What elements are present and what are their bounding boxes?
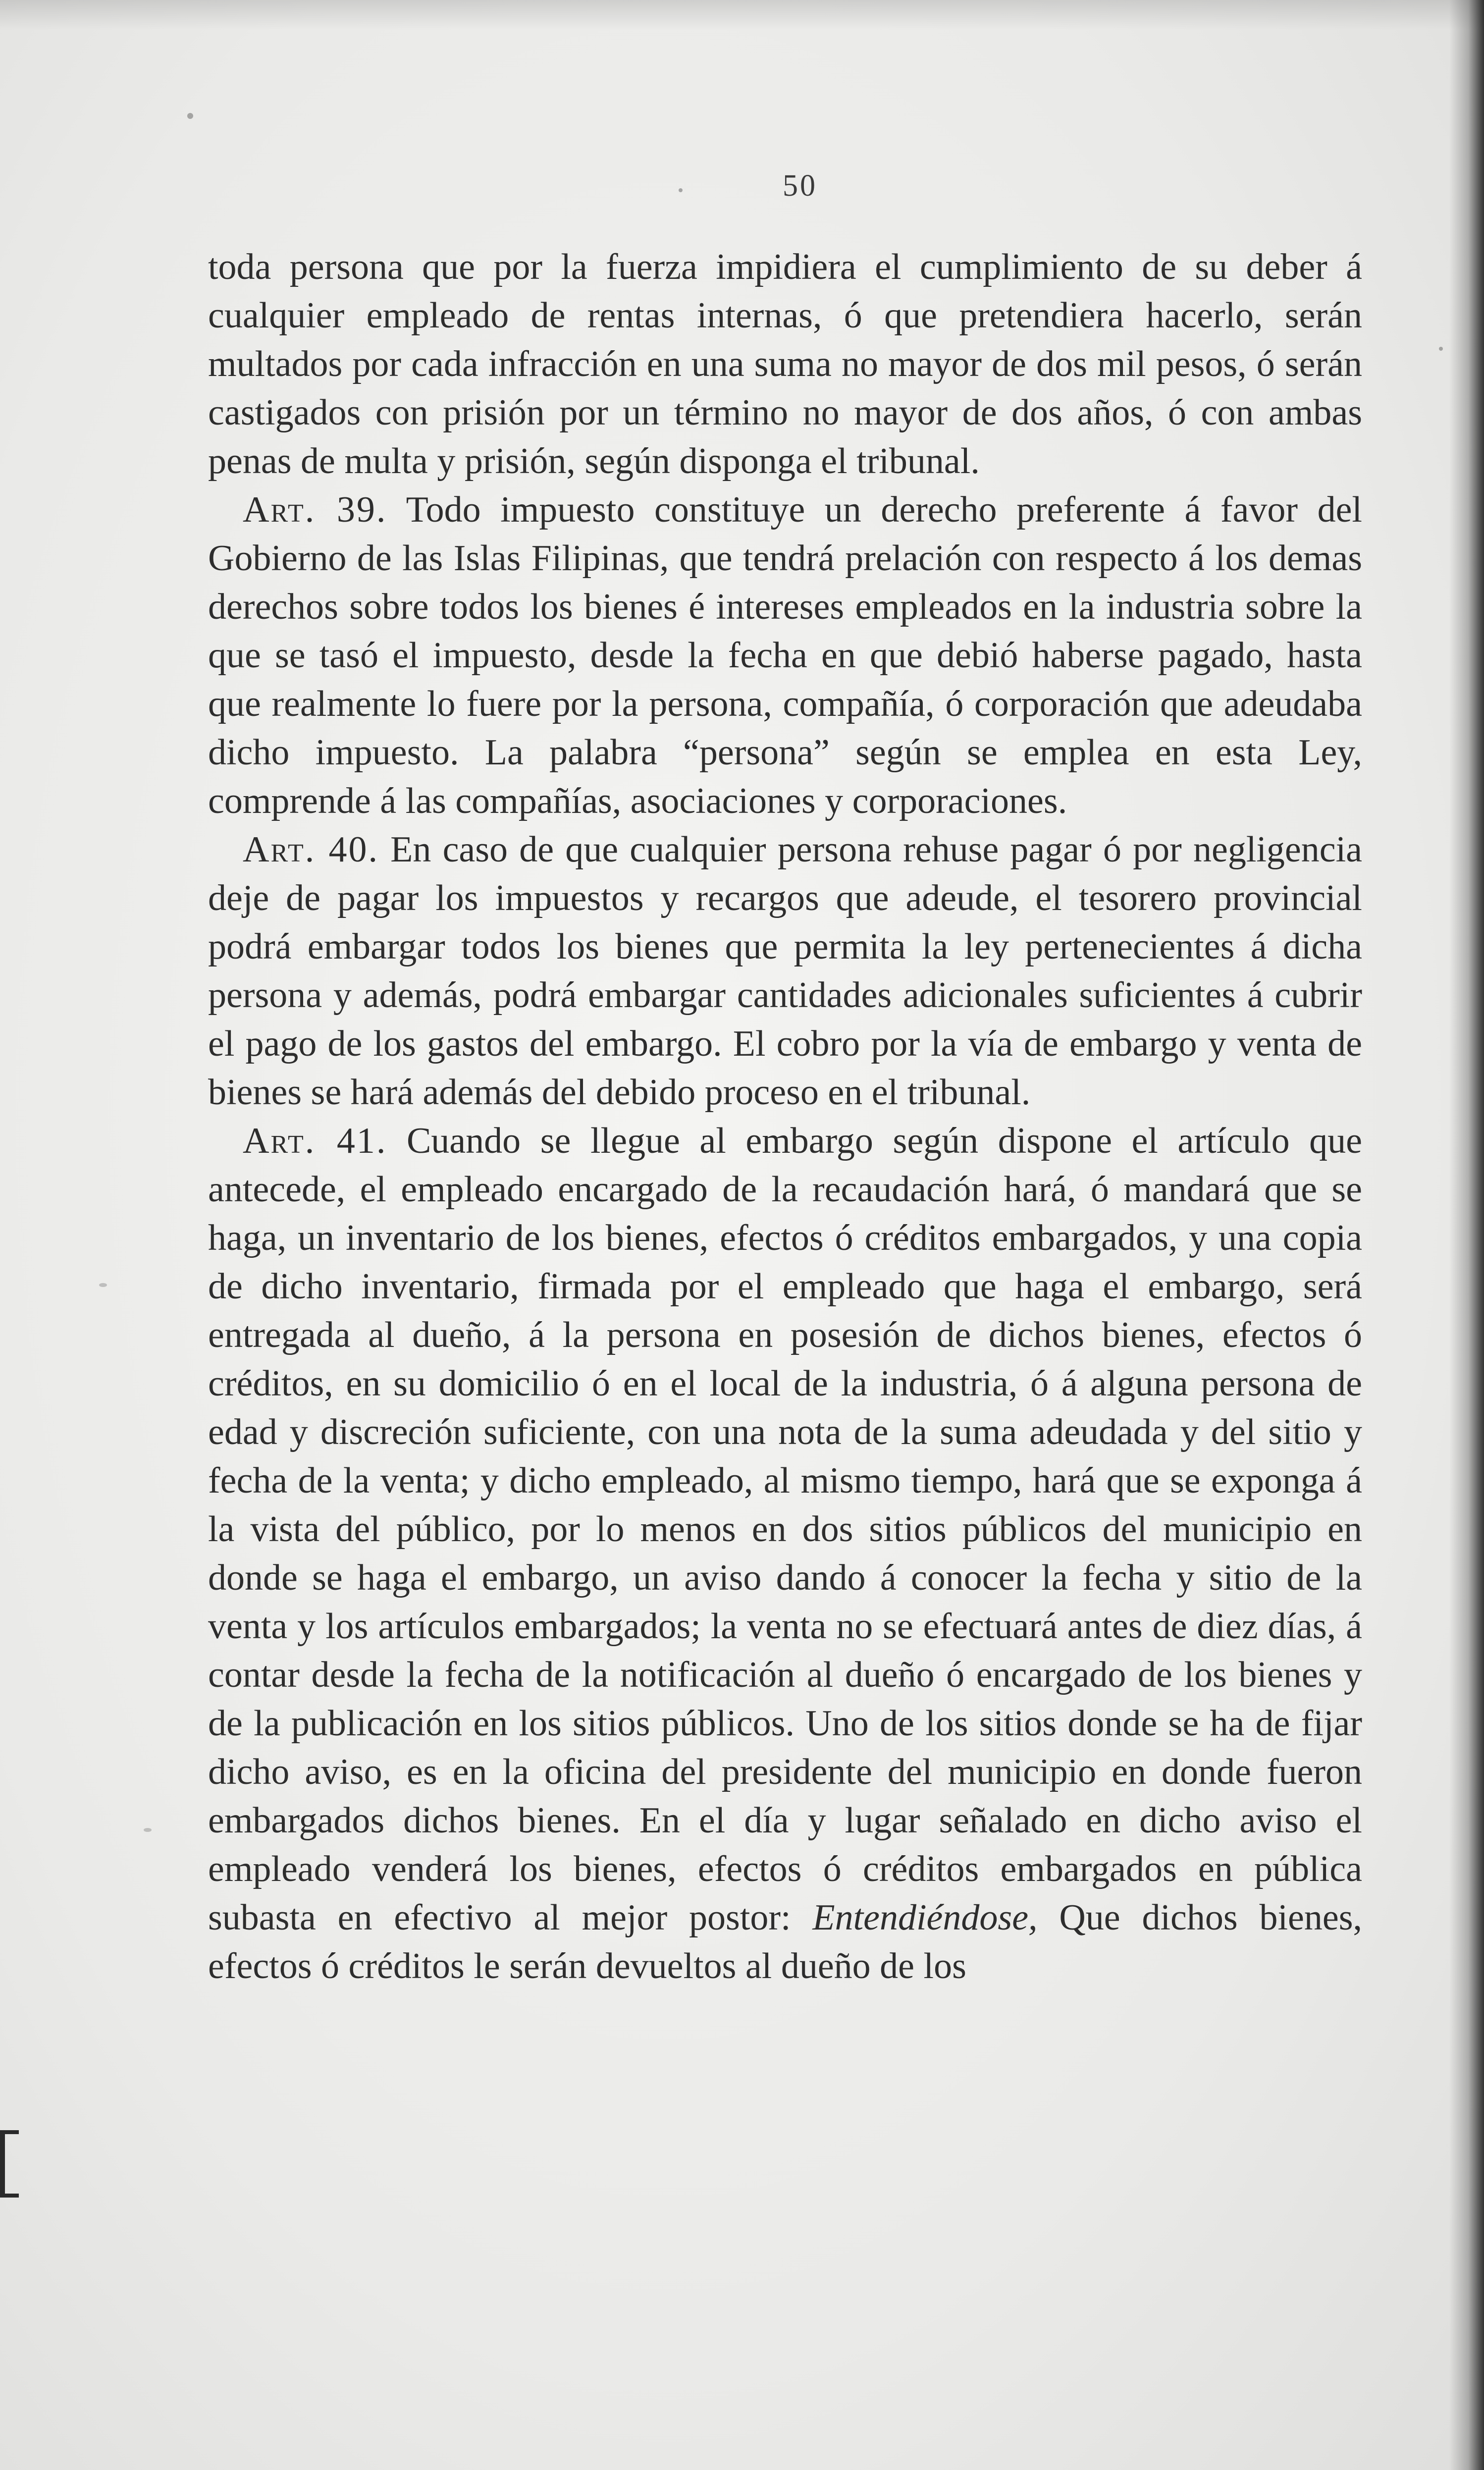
page-number: 50: [783, 169, 817, 203]
article-41: [208, 1117, 1362, 1990]
body-text: [208, 243, 1362, 1990]
article-41-body: Cuando se llegue al embargo según dispone el artículo que antecede, el empleado encargado de la recaudación hará, ó mandará que se haga, un inventario de los bienes, efectos ó créditos embargados, y una copia de dicho inventario, firmada por el empleado que haga el embargo, será entregada al dueño, á la persona en posesión de dichos bienes, efectos ó créditos, en su domicilio ó en el local de la industria, ó á alguna persona de edad y discreción suficiente, con una nota de la suma adeudada y del sitio y fecha de la venta; y dicho empleado, al mismo tiempo, hará que se exponga á la vista del público, por lo menos en dos sitios públicos del municipio en donde se haga el embargo, un aviso dando á conocer la fecha y sitio de la venta y los artículos embargados; la venta no se efectuará antes de diez días, á contar desde la fecha de la notificación al dueño ó encargado de los bienes y de la publicación en los sitios públicos. Uno de los sitios donde se ha de fijar dicho aviso, es en la oficina del presidente del municipio en donde fueron embargados dichos bienes. En el día y lugar señalado en dicho aviso el empleado venderá los bienes, efectos ó créditos embargados en pública subasta en efectivo al mejor postor:: [208, 1121, 1363, 1938]
margin-bracket-mark: [0, 2130, 19, 2198]
article-40-label: Art. 40.: [243, 829, 379, 870]
paragraph-continuation: toda persona que por la fuerza impidiera el cumplimiento de su deber á cualquier empleado de rentas internas, ó que pretendiera hacerlo, serán multados por cada infracción en una suma no mayor de dos mil pesos, ó serán castigados con prisión por un término no mayor de dos años, ó con ambas penas de multa y prisión, según disponga el tribunal.: [208, 247, 1362, 482]
article-41-italic: Entendiéndose,: [812, 1897, 1038, 1938]
article-41-tail: Que dichos bienes, efectos ó créditos le serán devueltos al dueño de los: [208, 1897, 1363, 1987]
article-39-label: Art. 39.: [243, 489, 387, 530]
article-39: [208, 485, 1362, 825]
ink-speck: [1439, 347, 1443, 351]
article-40-body: En caso de que cualquier persona rehuse pagar ó por negligencia deje de pagar los impuestos y recargos que adeude, el tesorero provincial podrá embargar todos los bienes que permita la ley pertenecientes á dicha persona y además, podrá embargar cantidades adicionales suficientes á cubrir el pago de los gastos del embargo. El cobro por la vía de embargo y venta de bienes se hará además del debido proceso en el tribunal.: [208, 829, 1363, 1113]
article-39-body: Todo impuesto constituye un derecho preferente á favor del Gobierno de las Islas Filipinas, que tendrá prelación con respecto á los demas derechos sobre todos los bienes é intereses empleados en la industria sobre la que se tasó el impuesto, desde la fecha en que debió haberse pagado, hasta que realmente lo fuere por la persona, compañía, ó corporación que adeudaba dicho impuesto. La palabra “persona” según se emplea en esta Ley, comprende á las compañías, asociaciones y corporaciones.: [208, 489, 1362, 821]
article-40: [208, 825, 1362, 1117]
ink-speck: [679, 188, 683, 192]
binding-shadow: [1449, 0, 1484, 2470]
ink-speck: [144, 1828, 152, 1832]
ink-speck: [99, 1283, 107, 1287]
page-top-shadow: [0, 0, 1484, 30]
article-41-label: Art. 41.: [243, 1121, 387, 1161]
ink-speck: [187, 113, 193, 119]
